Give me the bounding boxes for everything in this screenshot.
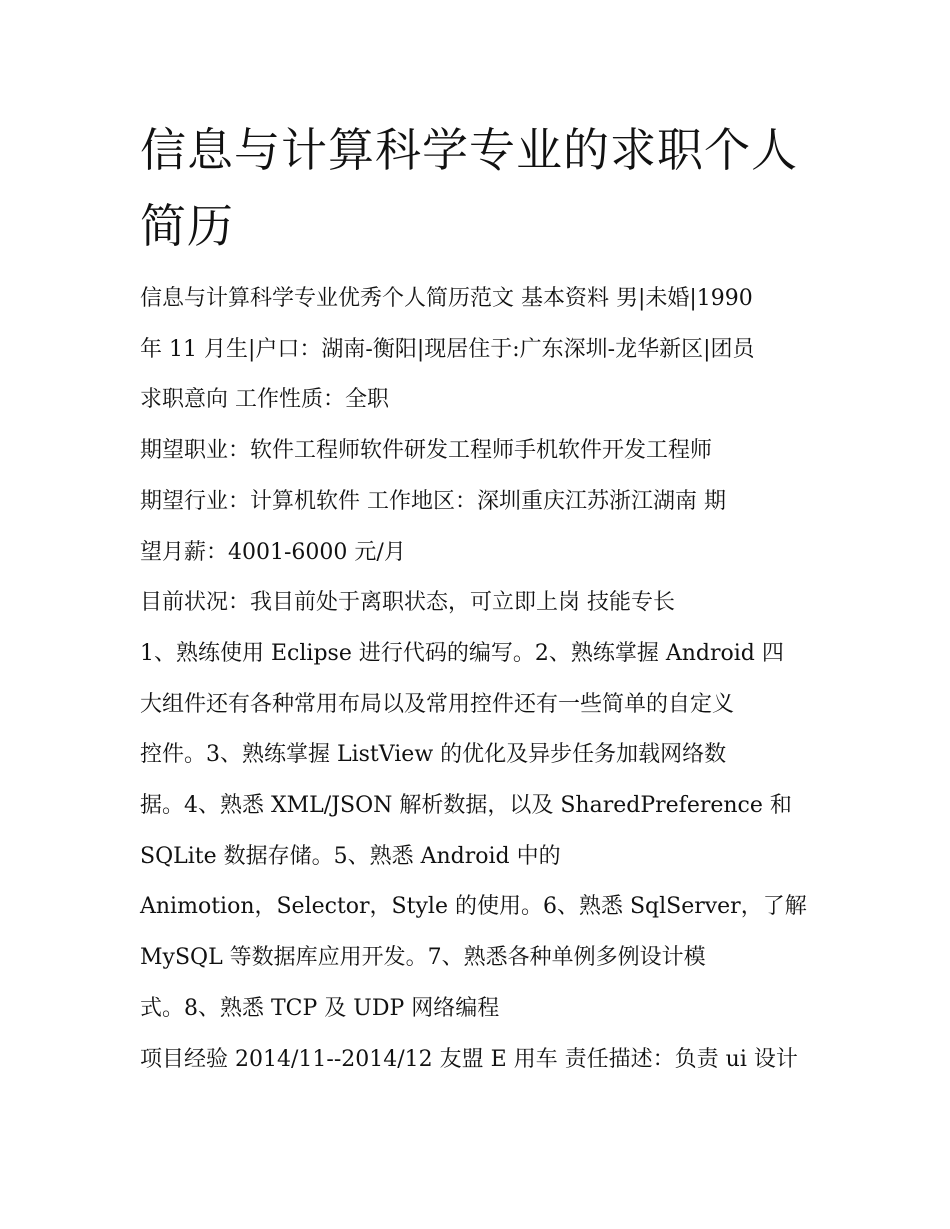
body-line: 大组件还有各种常用布局以及常用控件还有一些简单的自定义 [140, 691, 735, 717]
body-line: 年 11 月生|户口：湖南-衡阳|现居住于:广东深圳-龙华新区|团员 [140, 336, 755, 362]
body-line: 信息与计算科学专业优秀个人简历范文 基本资料 男|未婚|1990 [140, 286, 753, 311]
page-title: 信息与计算科学专业的求职个人简历 [140, 123, 798, 253]
body-line: 据。4、熟悉 XML/JSON 解析数据，以及 SharedPreference 和 [140, 793, 792, 819]
body-line: Animotion，Selector，Style 的使用。6、熟悉 SqlServer，了解 [140, 894, 807, 920]
body-line: 1、熟练使用 Eclipse 进行代码的编写。2、熟练掌握 Android 四 [140, 640, 784, 666]
body-line: 项目经验 2014/11--2014/12 友盟 E 用车 责任描述：负责 ui 设计 [140, 1046, 798, 1072]
document-page [140, 112, 820, 1085]
body-line: 式。8、熟悉 TCP 及 UDP 网络编程 [140, 995, 500, 1021]
body-line: 期望行业：计算机软件 工作地区：深圳重庆江苏浙江湖南 期 [140, 488, 726, 514]
body-line: 望月薪：4001-6000 元/月 [140, 539, 406, 565]
body-line: 求职意向 工作性质：全职 [140, 387, 389, 413]
body-line: 控件。3、熟练掌握 ListView 的优化及异步任务加载网络数 [140, 742, 727, 768]
body-line: 期望职业：软件工程师软件研发工程师手机软件开发工程师 [140, 438, 713, 464]
document-body [140, 274, 820, 1085]
body-line: 目前状况：我目前处于离职状态，可立即上岗 技能专长 [140, 590, 675, 616]
body-line: SQLite 数据存储。5、熟悉 Android 中的 [140, 843, 561, 869]
body-line: MySQL 等数据库应用开发。7、熟悉各种单例多例设计模 [140, 945, 706, 971]
